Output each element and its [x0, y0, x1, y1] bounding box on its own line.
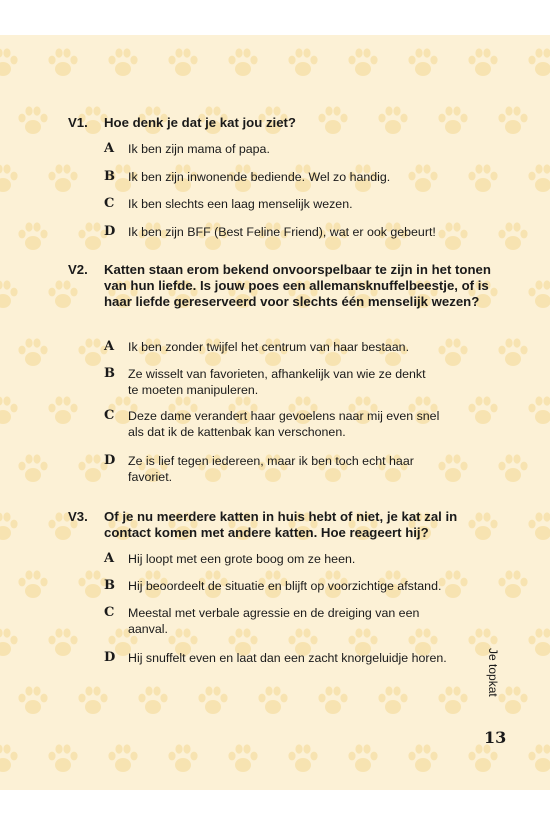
paw-print-icon	[436, 685, 470, 717]
paw-print-icon	[46, 163, 80, 195]
option-letter: B	[104, 578, 115, 593]
paw-print-icon	[0, 743, 20, 775]
option-letter: A	[104, 551, 115, 566]
paw-print-icon	[406, 47, 440, 79]
question-number: V3.	[68, 509, 88, 524]
paw-print-icon	[226, 47, 260, 79]
paw-print-icon	[106, 47, 140, 79]
paw-print-icon	[166, 743, 200, 775]
paw-print-icon	[16, 569, 50, 601]
option-text: Ik ben zijn BFF (Best Feline Friend), wat er ook gebeurt!	[128, 225, 436, 239]
page-number: 13	[484, 728, 507, 747]
paw-print-icon	[526, 163, 550, 195]
paw-print-icon	[526, 395, 550, 427]
paw-print-icon	[0, 47, 20, 79]
paw-print-icon	[526, 743, 550, 775]
paw-print-icon	[346, 743, 380, 775]
paw-print-icon	[466, 743, 500, 775]
question-text: Of je nu meerdere katten in huis hebt of niet, je kat zal in contact komen met andere katten. Hoe reageert hij?	[104, 509, 458, 540]
paw-print-icon	[316, 685, 350, 717]
paw-print-icon	[136, 685, 170, 717]
paw-print-icon	[256, 685, 290, 717]
option-text: Ze wisselt van favorieten, afhankelijk van wie ze denkt te moeten manipuleren.	[128, 367, 426, 397]
paw-print-icon	[496, 685, 530, 717]
paw-print-icon	[106, 743, 140, 775]
paw-print-icon	[286, 743, 320, 775]
paw-print-icon	[0, 511, 20, 543]
paw-print-icon	[0, 395, 20, 427]
option-letter: D	[104, 453, 116, 468]
option-letter: A	[104, 141, 115, 156]
paw-print-icon	[436, 453, 470, 485]
question-text: Katten staan erom bekend onvoorspelbaar te zijn in het tonen van hun liefde. Is jouw poes een allemansknuffelbeestje, of is haar liefde gereserveerd voor slechts één menselijk wezen?	[104, 262, 491, 309]
option-text: Ik ben zonder twijfel het centrum van haar bestaan.	[128, 340, 410, 354]
paw-print-icon	[286, 47, 320, 79]
paw-print-icon	[166, 47, 200, 79]
question-2	[68, 262, 491, 326]
option-text: Meestal met verbale agressie en de dreiging van een aanval.	[128, 606, 420, 636]
paw-print-icon	[496, 221, 530, 253]
paw-print-icon	[16, 685, 50, 717]
option-letter: C	[104, 196, 115, 211]
option-text: Ik ben zijn mama of papa.	[128, 142, 270, 156]
option-text: Ze is lief tegen iedereen, maar ik ben toch echt haar favoriet.	[128, 454, 414, 484]
option-letter: A	[104, 339, 115, 354]
paw-print-icon	[16, 105, 50, 137]
paw-print-icon	[46, 743, 80, 775]
paw-print-icon	[46, 47, 80, 79]
option-letter: B	[104, 366, 115, 381]
option-letter: D	[104, 224, 116, 239]
paw-print-icon	[46, 395, 80, 427]
paw-print-icon	[46, 627, 80, 659]
option-text: Deze dame verandert haar gevoelens naar mij even snel als dat ik de kattenbak kan verschonen.	[128, 409, 440, 439]
paw-print-icon	[76, 685, 110, 717]
paw-print-icon	[496, 105, 530, 137]
option-text: Hij loopt met een grote boog om ze heen.	[128, 552, 356, 566]
paw-print-icon	[496, 337, 530, 369]
option-letter: D	[104, 650, 116, 665]
paw-print-icon	[16, 337, 50, 369]
question-text: Hoe denk je dat je kat jou ziet?	[104, 115, 296, 130]
book-page	[0, 35, 550, 790]
running-section-label: Je topkat	[486, 648, 500, 697]
paw-print-icon	[346, 47, 380, 79]
paw-print-icon	[16, 453, 50, 485]
paw-print-icon	[466, 395, 500, 427]
paw-print-icon	[0, 627, 20, 659]
paw-print-icon	[496, 569, 530, 601]
paw-print-icon	[16, 221, 50, 253]
paw-print-icon	[196, 685, 230, 717]
option-text: Hij beoordeelt de situatie en blijft op voorzichtige afstand.	[128, 579, 442, 593]
option-text: Ik ben zijn inwonende bediende. Wel zo handig.	[128, 170, 391, 184]
option-text: Hij snuffelt even en laat dan een zacht knorgeluidje horen.	[128, 651, 447, 665]
option-letter: B	[104, 169, 115, 184]
paw-print-icon	[526, 47, 550, 79]
paw-print-icon	[376, 685, 410, 717]
paw-print-icon	[0, 163, 20, 195]
paw-print-icon	[0, 279, 20, 311]
paw-print-icon	[466, 47, 500, 79]
paw-print-icon	[526, 511, 550, 543]
option-text: Ik ben slechts een laag menselijk wezen.	[128, 197, 353, 211]
paw-print-icon	[226, 743, 260, 775]
paw-print-icon	[496, 453, 530, 485]
option-letter: C	[104, 408, 115, 423]
question-number: V1.	[68, 115, 88, 130]
question-number: V2.	[68, 262, 88, 277]
paw-print-icon	[526, 279, 550, 311]
option-letter: C	[104, 605, 115, 620]
paw-print-icon	[406, 743, 440, 775]
paw-print-icon	[526, 627, 550, 659]
